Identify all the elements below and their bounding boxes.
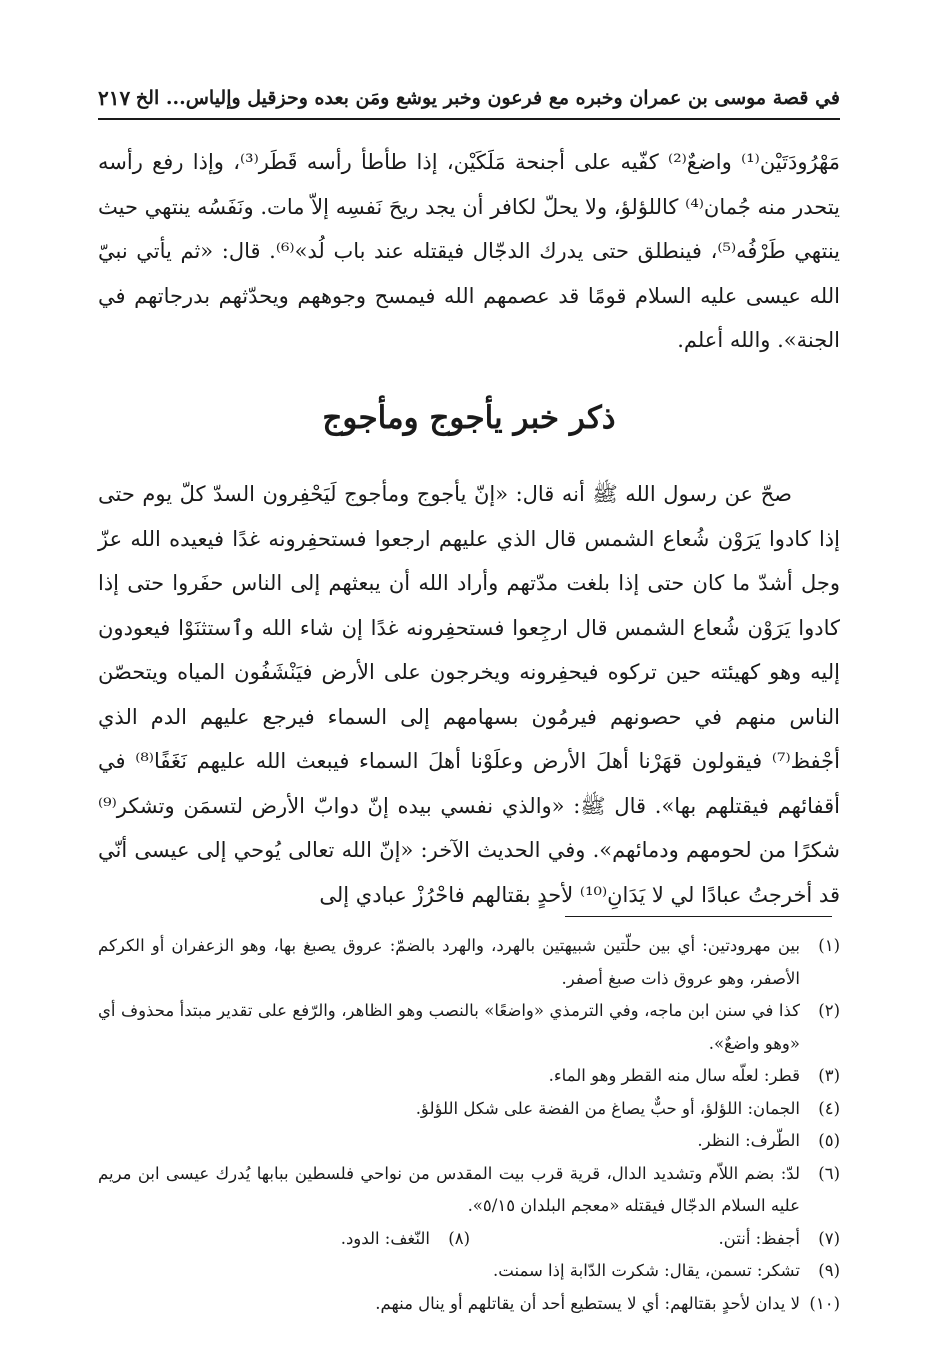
footnote bbox=[98, 995, 840, 1060]
footnote bbox=[100, 1223, 470, 1256]
paragraph: صحّ عن رسول الله ﷺ أنه قال: «إنّ يأجوج ومأجوج لَيَحْفِرون السدّ كلّ يوم حتى إذا كادوا يَرَوْن شُعاع الشمس قال الذي عليهم ارجعوا فستحفِرونه غدًا فيعيده الله عزّ وجل أشدّ ما كان حتى إذا بلغت مدّتهم وأراد الله أن يبعثهم إلى الناس حفَروا حتى إذا كادوا يَرَوْن شُعاع الشمس قال ارجِعوا فستحفِرونه غدًا إن شاء الله وٱستثنَوْا فيعودون إليه وهو كهيئته حين تركوه فيحفِرونه ويخرجون على الأرض فيَنْشَفُون المياه ويتحصّن الناس منهم في حصونهم فيرمُون بسهامهم إلى السماء فيرجع عليهم الدم الذي أجْفظ⁽⁷⁾ فيقولون قهَرْنا أهلَ الأرض وعلَوْنا أهلَ السماء فيبعث الله عليهم نَغَفًا⁽⁸⁾ في أقفائهم فيقتلهم بها». قال ﷺ: «والذي نفسي بيده إنّ دوابّ الأرض لتسمَن وتشكر⁽⁹⁾ شكرًا من لحومهم ودمائهم». وفي الحديث الآخر: «إنّ الله تعالى يُوحي إلى عيسى أنّي قد أخرجتُ عبادًا لي لا يَدَانِ⁽¹⁰⁾ لأحدٍ بقتالهم فاحْرُزْ عبادي إلى bbox=[98, 482, 840, 907]
footnote bbox=[470, 1223, 840, 1256]
footnotes bbox=[98, 930, 840, 1320]
footnote-number: (٨) bbox=[448, 1228, 470, 1248]
footnote-text: لدّ: بضم اللاّم وتشديد الدال، قرية قرب بيت المقدس من نواحي فلسطين ببابها يُدرك عيسى ابن مريم عليه السلام الدجّال فيقتله «معجم البلدان ٥/١٥». bbox=[98, 1163, 800, 1215]
footnote-number: (٥) bbox=[818, 1131, 840, 1150]
running-header bbox=[98, 78, 840, 120]
footnote-text: لا يدان لأحدٍ بقتالهم: أي لا يستطيع أحد أن يقاتلهم أو ينال منهم. bbox=[375, 1293, 800, 1313]
footnote-number: (٣) bbox=[818, 1066, 840, 1085]
footnote-text: الجمان: اللؤلؤ، أو حبٌّ يصاغ من الفضة على شكل اللؤلؤ. bbox=[415, 1098, 800, 1118]
footnote-number: (٦) bbox=[818, 1163, 840, 1183]
footnote-number: (١) bbox=[818, 936, 840, 955]
body-text-main bbox=[98, 472, 840, 917]
footnote-pair bbox=[98, 1223, 840, 1256]
footnote-text: الطّرف: النظر. bbox=[697, 1131, 800, 1150]
footnote-number: (٤) bbox=[818, 1098, 840, 1118]
footnote-number: (٩) bbox=[818, 1261, 840, 1280]
footnote bbox=[98, 1060, 840, 1093]
footnote bbox=[98, 1093, 840, 1126]
footnote-number: (٧) bbox=[818, 1228, 840, 1248]
footnote-separator bbox=[565, 916, 832, 917]
footnote-text: كذا في سنن ابن ماجه، وفي الترمذي «واضعًا» بالنصب وهو الظاهر، والرّفع على تقدير مبتدأ محذوف أي «وهو واضعٌ». bbox=[98, 1001, 800, 1053]
footnote bbox=[98, 1255, 840, 1288]
footnote-text: النّغف: الدود. bbox=[340, 1228, 430, 1248]
footnote-text: تشكر: تسمن، يقال: شكرت الدّابة إذا سمنت. bbox=[493, 1261, 800, 1280]
footnote-number: (٢) bbox=[818, 1001, 840, 1020]
page-number: ٢١٧ bbox=[98, 86, 131, 110]
footnote-text: بين مهرودتين: أي بين حلّتين شبيهتين بالهرد، والهرد بالضمّ: عروق يصبغ بها، وهو الزعفران أو الكركم الأصفر، وهو عروق ذات صبغ أصفر. bbox=[98, 936, 800, 988]
footnote bbox=[98, 1158, 840, 1223]
footnote bbox=[98, 930, 840, 995]
body-text-top bbox=[98, 140, 840, 363]
footnote-number: (١٠) bbox=[809, 1293, 840, 1313]
header-title: في قصة موسى بن عمران وخبره مع فرعون وخبر يوشع ومَن بعده وحزقيل وإلياس... الخ bbox=[135, 87, 840, 109]
footnote-text: قطر: لعلّه سال منه القطر وهو الماء. bbox=[548, 1066, 800, 1085]
footnote bbox=[98, 1288, 840, 1321]
footnote bbox=[98, 1125, 840, 1158]
chapter-title: ذكر خبر يأجوج ومأجوج bbox=[322, 400, 616, 436]
paragraph: مَهْرُودَتَيْن⁽¹⁾ واضعٌ⁽²⁾ كفّيه على أجنحة مَلَكَيْن، إذا طأطأ رأسه قَطَر⁽³⁾، وإذا رفع رأسه يتحدر منه جُمان⁽⁴⁾ كاللؤلؤ، ولا يحلّ لكافر أن يجد ريحَ نَفسِه إلاّ مات. ونَفَسُه ينتهي حيث ينتهي طَرْفُه⁽⁵⁾، فينطلق حتى يدرك الدجّال فيقتله عند باب لُد»⁽⁶⁾. قال: «ثم يأتي نبيّ الله عيسى عليه السلام قومًا قد عصمهم الله فيمسح وجوههم ويحدّثهم بدرجاتهم في الجنة». والله أعلم. bbox=[98, 150, 841, 352]
footnote-text: أجفظ: أنتن. bbox=[718, 1228, 800, 1248]
